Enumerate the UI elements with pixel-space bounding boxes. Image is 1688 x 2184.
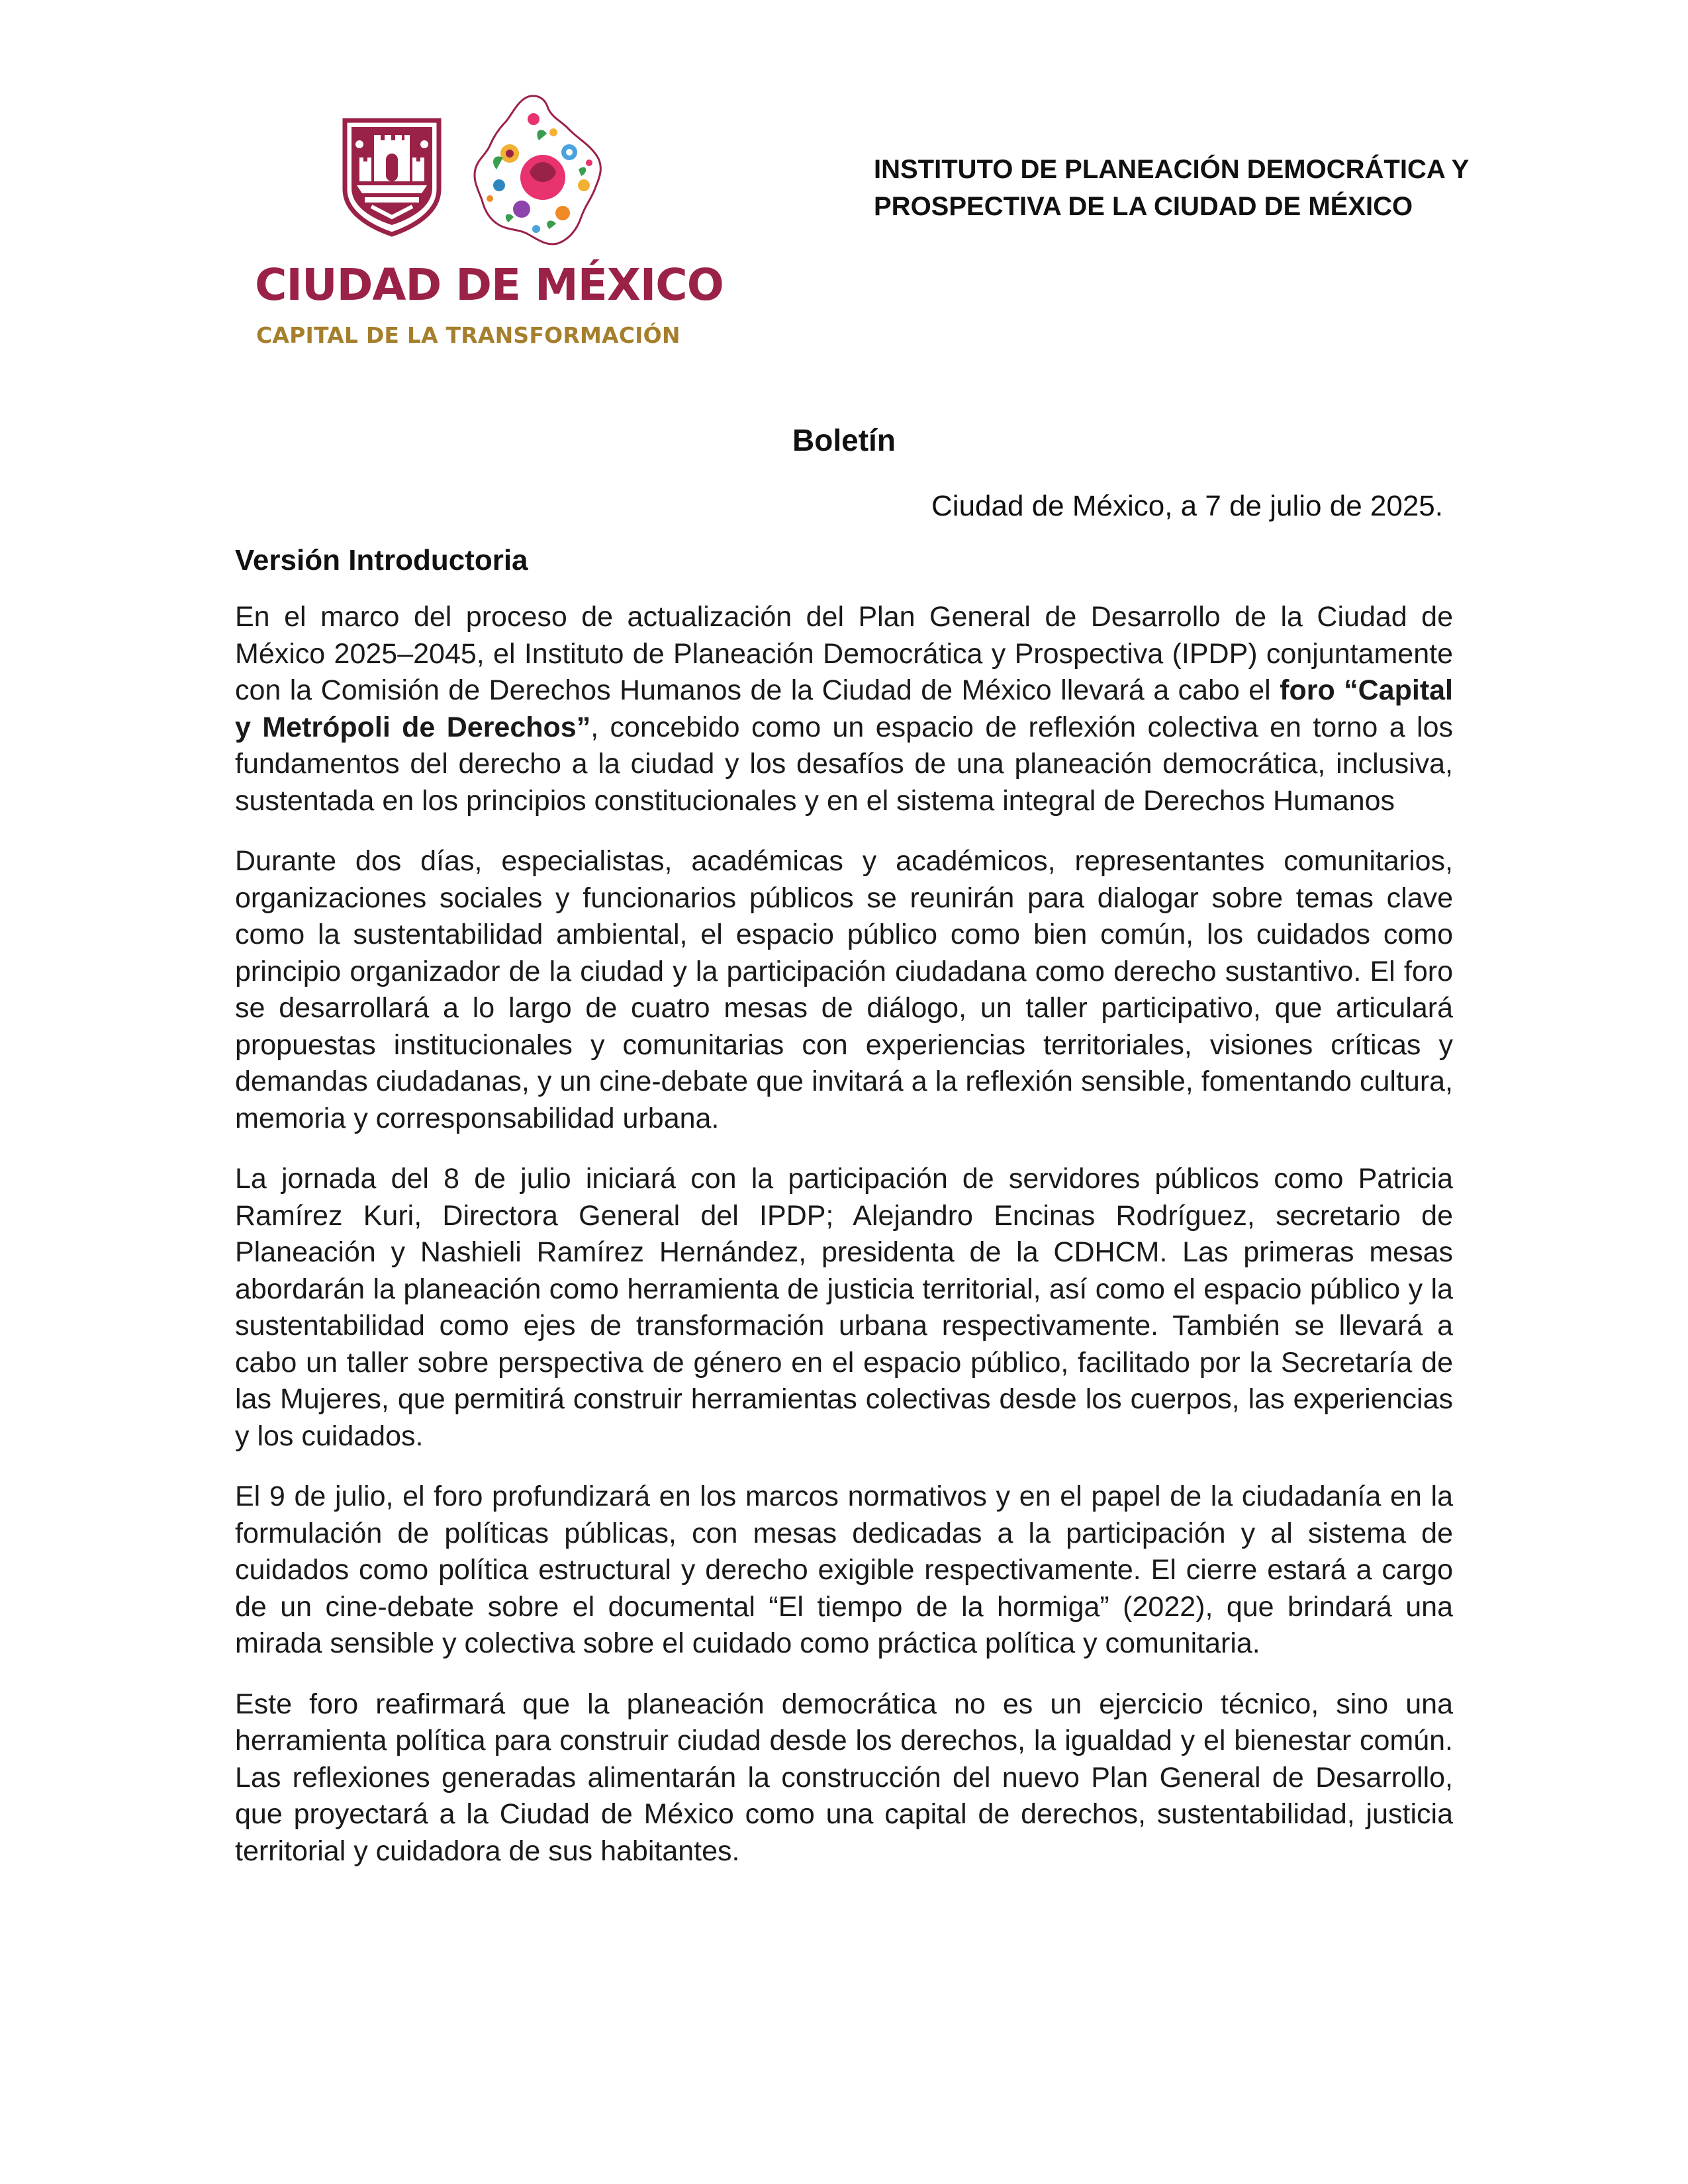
brand-tagline: CAPITAL DE LA TRANSFORMACIÓN <box>256 322 680 348</box>
cdmx-logo <box>255 93 724 357</box>
document-title: Boletín <box>792 423 896 457</box>
document-subtitle: Versión Introductoria <box>235 544 528 576</box>
forum-name: foro “Capital y Metrópoli de Derechos” <box>235 674 1453 743</box>
paragraph-1-start: En el marco del proceso de actualización del Plan General de Desarrollo de la Ciudad de México 2025–2045, el Instituto de Planeación Democrática y Prospectiva (IPDP) conjuntamente con la Comisión de Derechos Humanos de la Ciudad de México llevará a cabo el <box>235 601 1453 706</box>
paragraph-1-end: , concebido como un espacio de reflexión colectiva en torno a los fundamentos del derecho a la ciudad y los desafíos de una planeación democrática, inclusiva, sustentada en los principios constitucionales y en el sistema integral de Derechos Humanos <box>235 711 1453 817</box>
paragraph-4: El 9 de julio, el foro profundizará en los marcos normativos y en el papel de la ciudadanía en la formulación de políticas públicas, con mesas dedicadas a la participación y al sistema de cuidados como política estructural y derecho exigible respectivamente. El cierre estará a cargo de un cine-debate sobre el documental “El tiempo de la hormiga” (2022), que brindará una mirada sensible y colectiva sobre el cuidado como práctica política y comunitaria. <box>235 1480 1453 1659</box>
paragraph-5: Este foro reafirmará que la planeación democrática no es un ejercicio técnico, sino una herramienta política para construir ciudad desde los derechos, la igualdad y el bienestar común. Las reflexiones generadas alimentarán la construcción del nuevo Plan General de Desarrollo, que proyectará a la Ciudad de México como una capital de derechos, sustentabilidad, justicia territorial y cuidadora de sus habitantes. <box>235 1688 1453 1867</box>
paragraph-3: La jornada del 8 de julio iniciará con la participación de servidores públicos como Patricia Ramírez Kuri, Directora General del IPDP; Alejandro Encinas Rodríguez, secretario de Planeación y Nashieli Ramírez Hernández, presidenta de la CDHCM. Las primeras mesas abordarán la planeación como herramienta de justicia territorial, así como el espacio público y la sustentabilidad como ejes de transformación urbana respectivamente. También se llevará a cabo un taller sobre perspectiva de género en el espacio público, facilitado por la Secretaría de las Mujeres, que permitirá construir herramientas colectivas desde los cuerpos, las experiencias y los cuidados. <box>235 1163 1453 1452</box>
paragraph-2: Durante dos días, especialistas, académicas y académicos, representantes comunitarios, organizaciones sociales y funcionarios públicos se reunirán para dialogar sobre temas clave como la sustentabilidad ambiental, el espacio público como bien común, los cuidados como principio organizador de la ciudad y la participación ciudadana como derecho sustantivo. El foro se desarrollará a lo largo de cuatro mesas de diálogo, un taller participativo, que articulará propuestas institucionales y comunitarias con experiencias territoriales, visiones críticas y demandas ciudadanas, y un cine-debate que invitará a la reflexión sensible, fomentando cultura, memoria y corresponsabilidad urbana. <box>235 845 1453 1134</box>
paragraph-1 <box>235 599 1453 819</box>
document-body <box>235 599 1453 1893</box>
castle-shield-icon <box>342 118 442 237</box>
floral-map-icon <box>470 93 606 248</box>
brand-name: CIUDAD DE MÉXICO <box>255 259 724 310</box>
institute-name-line-1: INSTITUTO DE PLANEACIÓN DEMOCRÁTICA Y <box>874 155 1470 184</box>
institute-name <box>874 151 1470 225</box>
institute-name-line-2: PROSPECTIVA DE LA CIUDAD DE MÉXICO <box>874 192 1413 221</box>
document-date: Ciudad de México, a 7 de julio de 2025. <box>931 490 1443 522</box>
